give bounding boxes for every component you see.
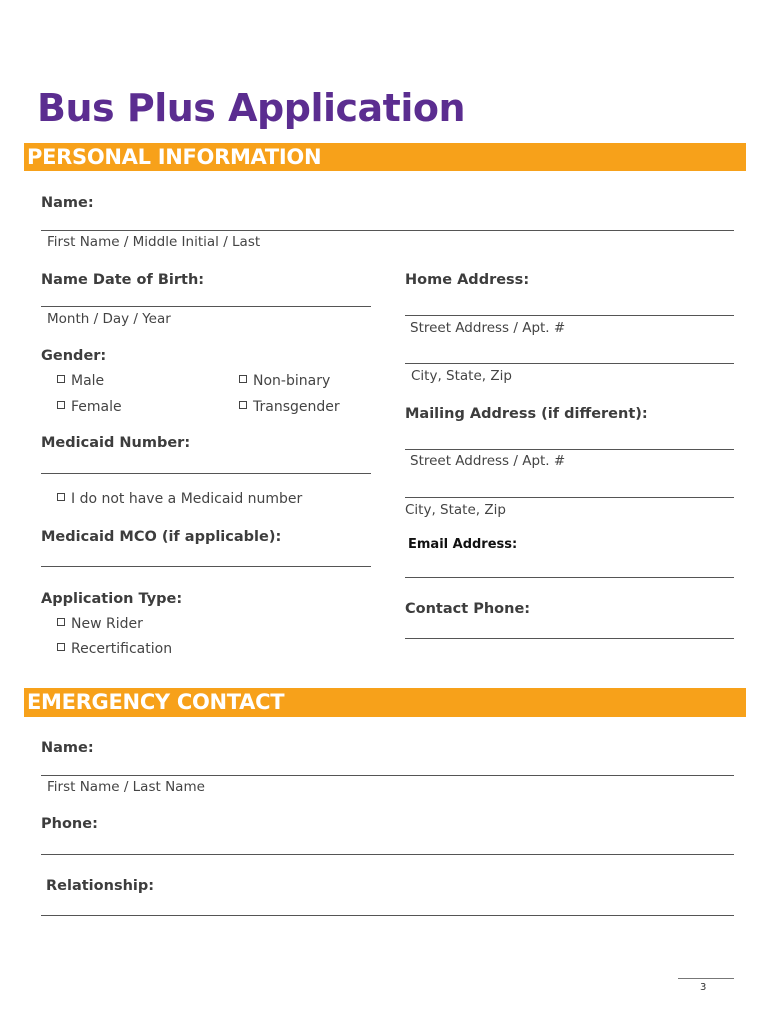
application-type-label: Application Type: xyxy=(41,591,183,607)
application-type-recertification[interactable]: Recertification xyxy=(57,641,172,657)
contact-phone-field[interactable] xyxy=(405,638,734,639)
checkbox-icon xyxy=(57,493,65,501)
checkbox-icon xyxy=(57,375,65,383)
home-city-hint: City, State, Zip xyxy=(411,368,512,384)
medicaid-number-field[interactable] xyxy=(41,473,371,474)
emergency-name-label: Name: xyxy=(41,740,94,756)
home-city-field[interactable] xyxy=(405,363,734,364)
dob-hint: Month / Day / Year xyxy=(47,311,171,327)
checkbox-icon xyxy=(57,401,65,409)
emergency-phone-label: Phone: xyxy=(41,816,98,832)
medicaid-number-label: Medicaid Number: xyxy=(41,435,191,451)
checkbox-icon xyxy=(57,618,65,626)
dob-label: Name Date of Birth: xyxy=(41,272,205,288)
personal-information-heading: PERSONAL INFORMATION xyxy=(27,145,322,169)
relationship-label: Relationship: xyxy=(46,878,155,894)
gender-option-transgender[interactable]: Transgender xyxy=(239,399,340,415)
emergency-phone-field[interactable] xyxy=(41,854,734,855)
mailing-street-hint: Street Address / Apt. # xyxy=(410,453,566,469)
mailing-address-label: Mailing Address (if different): xyxy=(405,406,648,422)
email-address-field[interactable] xyxy=(405,577,734,578)
no-medicaid-checkbox[interactable]: I do not have a Medicaid number xyxy=(57,491,302,507)
page-title: Bus Plus Application xyxy=(37,86,466,130)
relationship-field[interactable] xyxy=(41,915,734,916)
name-label: Name: xyxy=(41,195,94,211)
page-number-divider xyxy=(678,978,734,979)
application-type-new-rider[interactable]: New Rider xyxy=(57,616,143,632)
gender-option-non-binary[interactable]: Non-binary xyxy=(239,373,330,389)
name-field[interactable] xyxy=(41,230,734,231)
home-street-hint: Street Address / Apt. # xyxy=(410,320,566,336)
home-address-label: Home Address: xyxy=(405,272,530,288)
personal-information-header xyxy=(24,143,746,171)
mailing-street-field[interactable] xyxy=(405,449,734,450)
gender-option-male[interactable]: Male xyxy=(57,373,104,389)
checkbox-icon xyxy=(239,401,247,409)
email-address-label: Email Address: xyxy=(408,537,518,552)
page-number: 3 xyxy=(700,982,707,993)
checkbox-icon xyxy=(57,643,65,651)
contact-phone-label: Contact Phone: xyxy=(405,601,531,617)
medicaid-mco-field[interactable] xyxy=(41,566,371,567)
dob-field[interactable] xyxy=(41,306,371,307)
mailing-city-field[interactable] xyxy=(405,497,734,498)
home-street-field[interactable] xyxy=(405,315,734,316)
emergency-contact-heading: EMERGENCY CONTACT xyxy=(27,690,285,714)
mailing-city-hint: City, State, Zip xyxy=(405,502,506,518)
emergency-name-hint: First Name / Last Name xyxy=(47,779,205,795)
gender-label: Gender: xyxy=(41,348,107,364)
emergency-contact-header xyxy=(24,688,746,717)
medicaid-mco-label: Medicaid MCO (if applicable): xyxy=(41,529,282,545)
gender-option-female[interactable]: Female xyxy=(57,399,122,415)
name-hint: First Name / Middle Initial / Last xyxy=(47,234,261,250)
checkbox-icon xyxy=(239,375,247,383)
emergency-name-field[interactable] xyxy=(41,775,734,776)
